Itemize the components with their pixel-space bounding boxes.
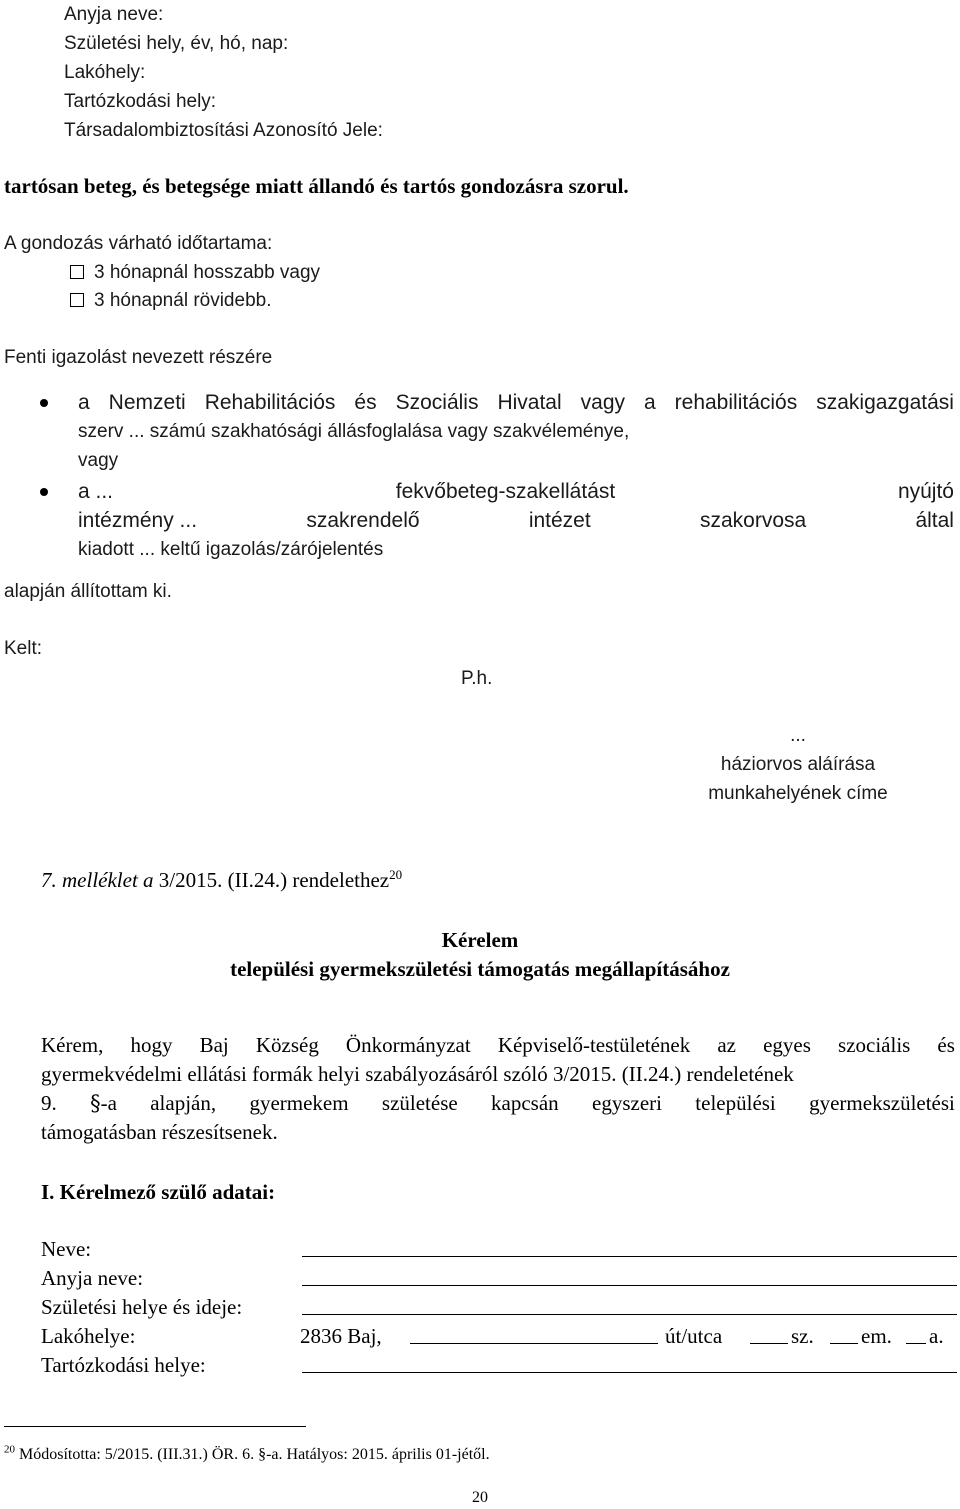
- annex-header: [41, 867, 402, 893]
- statement-bold: tartósan beteg, és betegsége miatt állandó és tartós gondozásra szorul.: [4, 174, 629, 198]
- annex-number: 7. melléklet a: [41, 868, 154, 892]
- label-birth: Születési helye és ideje:: [41, 1295, 243, 1319]
- certificate-intro: Fenti igazolást nevezett részére: [4, 347, 273, 368]
- duration-heading: A gondozás várható időtartama:: [4, 233, 273, 254]
- certificate-closing: alapján állítottam ki.: [4, 581, 172, 602]
- request-line2: gyermekvédelmi ellátási formák helyi szabályozásáról szóló 3/2015. (II.24.) rendeletének: [41, 1062, 794, 1086]
- duration-option-long-label: 3 hónapnál hosszabb vagy: [94, 262, 321, 283]
- section1-heading: I. Kérelmező szülő adatai:: [41, 1180, 276, 1204]
- bullet2-line2: intézmény ... szakrendelő intézet szakorvosa által: [78, 509, 954, 532]
- input-line-name[interactable]: [302, 1256, 957, 1257]
- footnote: [4, 1444, 490, 1466]
- request-line3: 9. §-a alapján, gyermekem születése kapcsán egyszeri települési gyermekszületési: [41, 1091, 955, 1115]
- input-line-mother[interactable]: [302, 1285, 957, 1286]
- bullet-2: [40, 488, 48, 496]
- duration-option-short-label: 3 hónapnál rövidebb.: [94, 290, 272, 311]
- field-mother-name: Anyja neve:: [64, 4, 164, 25]
- checkbox-short[interactable]: [70, 293, 84, 307]
- input-line-door[interactable]: [906, 1343, 926, 1344]
- postcode-city: 2836 Baj,: [300, 1324, 382, 1348]
- label-floor: em.: [861, 1324, 892, 1348]
- bullet1-line2: szerv ... számú szakhatósági állásfoglalása vagy szakvéleménye,: [78, 421, 630, 442]
- duration-option-long: [70, 260, 320, 286]
- annex-footnote-mark: 20: [389, 867, 403, 882]
- field-taj: Társadalombiztosítási Azonosító Jele:: [64, 120, 383, 141]
- input-line-birth[interactable]: [302, 1314, 957, 1315]
- request-line1: Kérem, hogy Baj Község Önkormányzat Képviselő-testületének az egyes szociális és: [41, 1033, 955, 1057]
- checkbox-long[interactable]: [70, 265, 84, 279]
- stamp-label: P.h.: [461, 668, 493, 689]
- signature-line2: munkahelyének címe: [708, 783, 888, 804]
- title-line2: települési gyermekszületési támogatás megállapításához: [230, 957, 730, 981]
- annex-ref: 3/2015. (II.24.) rendelethez: [158, 868, 390, 892]
- field-birth: Születési hely, év, hó, nap:: [64, 33, 289, 54]
- field-residence: Lakóhely:: [64, 62, 146, 83]
- label-mother: Anyja neve:: [41, 1266, 144, 1290]
- label-number: sz.: [791, 1324, 814, 1348]
- title-line1: Kérelem: [441, 928, 519, 952]
- label-residence: Lakóhelye:: [41, 1324, 136, 1348]
- label-name: Neve:: [41, 1237, 92, 1261]
- page-number: 20: [472, 1489, 488, 1506]
- signature-line1: háziorvos aláírása: [720, 754, 876, 775]
- footnote-mark: 20: [4, 1443, 15, 1456]
- signature-dots: ...: [790, 725, 806, 746]
- request-line4: támogatásban részesítsenek.: [41, 1120, 278, 1144]
- label-street: út/utca: [665, 1324, 723, 1348]
- bullet1-line1: a Nemzeti Rehabilitációs és Szociális Hivatal vagy a rehabilitációs szakigazgatási: [78, 391, 954, 414]
- bullet2-line3: kiadott ... keltű igazolás/zárójelentés: [78, 539, 384, 560]
- footnote-separator: [4, 1426, 306, 1427]
- bullet1-line3: vagy: [78, 450, 119, 471]
- label-stay: Tartózkodási helye:: [41, 1353, 206, 1377]
- input-line-floor[interactable]: [830, 1343, 858, 1344]
- bullet-1: [40, 399, 48, 407]
- footnote-text: Módosította: 5/2015. (III.31.) ÖR. 6. §-a. Hatályos: 2015. április 01-jétől.: [19, 1446, 490, 1463]
- field-stay: Tartózkodási hely:: [64, 91, 217, 112]
- input-line-number[interactable]: [750, 1343, 788, 1344]
- date-label: Kelt:: [4, 638, 43, 659]
- label-door: a.: [929, 1324, 944, 1348]
- input-line-street-name[interactable]: [410, 1343, 658, 1344]
- duration-option-short: [70, 288, 271, 314]
- bullet2-line1: a ... fekvőbeteg-szakellátást nyújtó: [78, 480, 954, 503]
- input-line-stay[interactable]: [302, 1372, 957, 1373]
